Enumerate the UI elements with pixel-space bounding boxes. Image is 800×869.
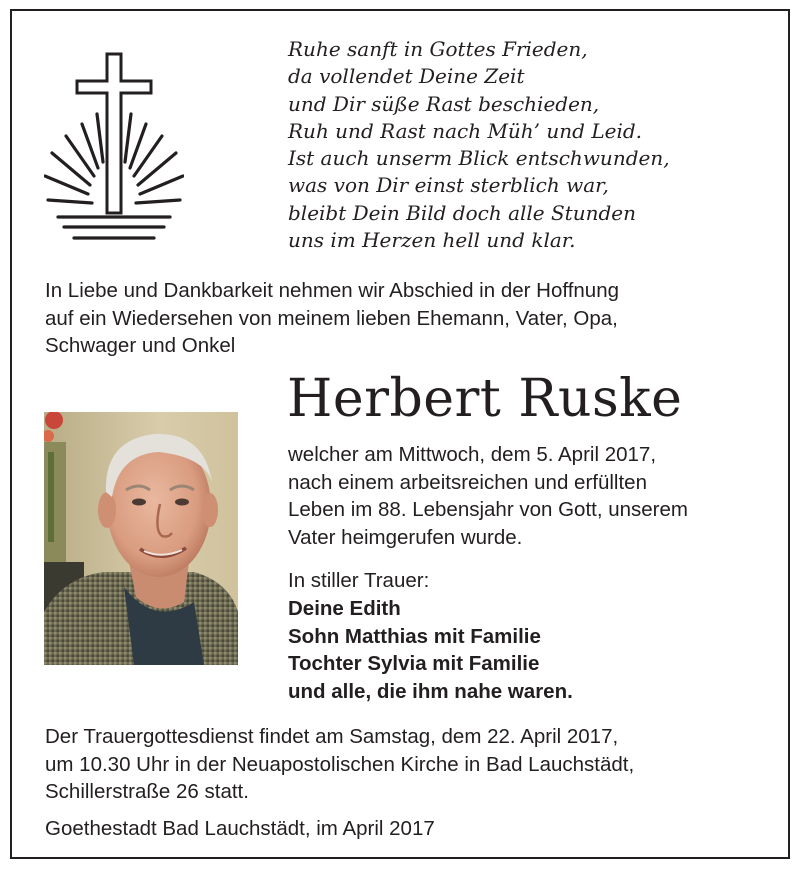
mourner-name: Sohn Matthias mit Familie xyxy=(288,624,541,648)
biography xyxy=(288,441,768,551)
bio-line: nach einem arbeitsreichen und erfüllten xyxy=(288,470,647,494)
service-line: Der Trauergottesdienst findet am Samstag, dem 22. April 2017, xyxy=(45,725,619,748)
cross-sunrise-emblem-icon xyxy=(44,52,184,247)
bio-line: welcher am Mittwoch, dem 5. April 2017, xyxy=(288,443,657,466)
intro-text xyxy=(45,277,775,360)
poem-line: und Dir süße Rast beschieden, xyxy=(288,91,600,116)
poem-line: da vollendet Deine Zeit xyxy=(288,64,525,89)
intro-line: auf ein Wiedersehen von meinem lieben Ehemann, Vater, Opa, xyxy=(45,306,618,330)
mourner-name: Deine Edith xyxy=(288,596,401,620)
poem-line: Ist auch unserm Blick entschwunden, xyxy=(288,146,670,171)
deceased-name: Herbert Ruske xyxy=(287,369,683,429)
bio-line: Leben im 88. Lebensjahr von Gott, unserem xyxy=(288,498,688,521)
poem-line: Ruh und Rast nach Müh’ und Leid. xyxy=(288,118,642,143)
mourners xyxy=(288,567,768,706)
intro-line: Schwager und Onkel xyxy=(45,334,236,357)
place-date: Goethestadt Bad Lauchstädt, im April 2017 xyxy=(45,817,435,840)
bio-line: Vater heimgerufen wurde. xyxy=(288,525,523,549)
poem-line: uns im Herzen hell und klar. xyxy=(288,228,576,253)
service-line: um 10.30 Uhr in der Neuapostolischen Kirche in Bad Lauchstädt, xyxy=(45,752,635,776)
mourner-name: und alle, die ihm nahe waren. xyxy=(288,680,573,704)
poem xyxy=(288,36,768,254)
service-info xyxy=(45,723,775,806)
service-line: Schillerstraße 26 statt. xyxy=(45,780,249,803)
mourner-name: Tochter Sylvia mit Familie xyxy=(288,652,540,676)
poem-line: bleibt Dein Bild doch alle Stunden xyxy=(288,200,636,225)
intro-line: In Liebe und Dankbarkeit nehmen wir Abschied in der Hoffnung xyxy=(45,279,619,302)
poem-line: was von Dir einst sterblich war, xyxy=(288,173,609,198)
portrait-photo xyxy=(44,412,238,665)
poem-line: Ruhe sanft in Gottes Frieden, xyxy=(288,37,588,61)
mourners-heading: In stiller Trauer: xyxy=(288,569,430,592)
